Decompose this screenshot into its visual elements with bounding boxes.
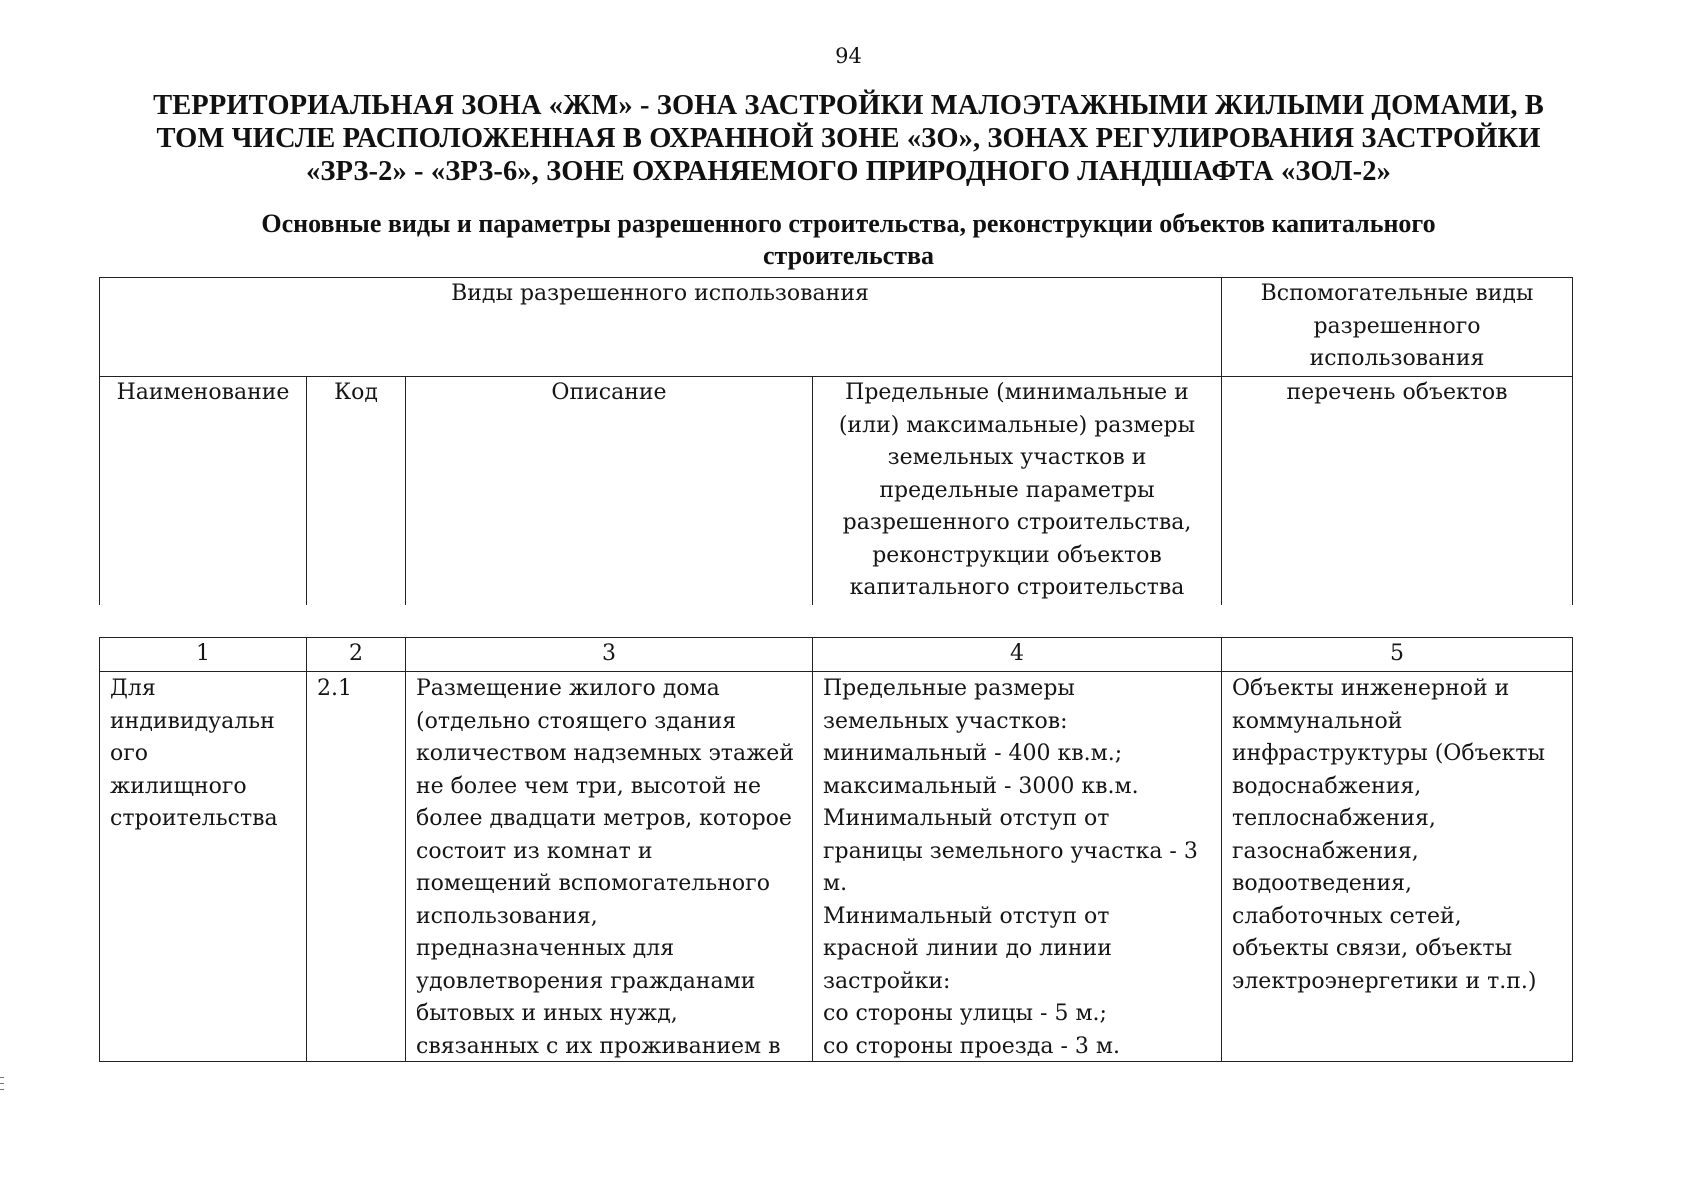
header-col-description: Описание	[551, 380, 667, 405]
header-col-limits-line: реконструкции объектов	[872, 542, 1162, 568]
header-col-limits-line: (или) максимальные) размеры	[838, 412, 1196, 438]
column-number: 2	[349, 641, 363, 666]
row-limits-line: земельных участков:	[823, 708, 1068, 734]
row-aux-objects-line: водоснабжения,	[1232, 773, 1422, 799]
header-right-border	[1572, 277, 1573, 605]
row-description-line: связанных с их проживанием в	[416, 1033, 781, 1059]
body-col-divider	[812, 637, 813, 1062]
row-description-line: не более чем три, высотой не	[416, 773, 761, 799]
row-description-line: Размещение жилого дома	[416, 676, 720, 701]
body-col-divider	[306, 637, 307, 1062]
header-col-name: Наименование	[116, 380, 290, 405]
row-limits-line: м.	[823, 871, 848, 896]
header-col-divider	[306, 376, 307, 605]
body-right-border	[1572, 637, 1573, 1062]
row-description-line: количеством надземных этажей	[416, 741, 794, 766]
section-title-line: Основные виды и параметры разрешенного строительства, реконструкции объектов капитального	[261, 209, 1436, 238]
row-description-line: удовлетворения гражданами	[416, 968, 756, 994]
row-limits-line: Предельные размеры	[823, 676, 1075, 701]
row-name-cell	[110, 673, 304, 836]
header-col-limits-line: капитального строительства	[849, 575, 1185, 600]
row-description-line: более двадцати метров, которое	[416, 806, 792, 831]
header-col-limits-line: разрешенного строительства,	[842, 510, 1192, 535]
row-aux-objects-line: слаботочных сетей,	[1232, 903, 1462, 929]
scan-edge-mark	[0, 1089, 4, 1090]
scan-edge-mark	[0, 1077, 4, 1078]
row-name-line: ого	[110, 741, 149, 766]
zone-title-line: ТЕРРИТОРИАЛЬНАЯ ЗОНА «ЖМ» - ЗОНА ЗАСТРОЙКИ МАЛОЭТАЖНЫМИ ЖИЛЫМИ ДОМАМИ, В	[153, 90, 1544, 121]
header-group-aux-line: использования	[1309, 346, 1485, 371]
row-limits-line: со стороны проезда - 3 м.	[823, 1033, 1120, 1059]
header-col-code: Код	[334, 380, 378, 405]
row-limits-line: Минимальный отступ от	[823, 903, 1110, 929]
row-aux-objects-line: газоснабжения,	[1232, 838, 1419, 864]
row-limits-line: максимальный - 3000 кв.м.	[823, 773, 1139, 799]
header-col-divider	[405, 376, 406, 605]
body-number-divider	[99, 671, 1573, 672]
row-limits-line: со стороны улицы - 5 м.;	[823, 1001, 1107, 1026]
header-col-limits-line: земельных участков и	[887, 445, 1147, 470]
zone-title	[150, 89, 1547, 188]
row-aux-objects-line: водоотведения,	[1232, 871, 1413, 896]
column-number: 4	[1010, 641, 1024, 666]
zone-title-line: «ЗРЗ-2» - «ЗРЗ-6», ЗОНЕ ОХРАНЯЕМОГО ПРИРОДНОГО ЛАНДШАФТА «ЗОЛ-2»	[306, 156, 1391, 187]
row-limits-line: Минимальный отступ от	[823, 806, 1110, 831]
row-aux-objects-line: Объекты инженерной и	[1232, 676, 1510, 701]
column-number: 3	[602, 641, 616, 666]
row-description-line: использования,	[416, 903, 598, 929]
scan-edge-mark	[0, 1083, 4, 1084]
header-col-aux-list: перечень объектов	[1286, 380, 1508, 405]
row-limits-line: минимальный - 400 кв.м.;	[823, 741, 1123, 766]
row-code-cell: 2.1	[317, 676, 352, 701]
page-number: 94	[835, 44, 862, 68]
row-description-line: бытовых и иных нужд,	[416, 1001, 678, 1026]
row-description-line: состоит из комнат и	[416, 838, 653, 864]
row-aux-objects-line: теплоснабжения,	[1232, 806, 1436, 831]
header-col-limits-line: предельные параметры	[879, 477, 1155, 503]
row-limits-line: красной линии до линии	[823, 936, 1112, 961]
row-aux-objects-line: электроэнергетики и т.п.)	[1232, 968, 1537, 994]
body-left-border	[99, 637, 100, 1062]
row-description-line: помещений вспомогательного	[416, 871, 770, 896]
row-limits-cell	[823, 673, 1219, 1063]
column-number: 1	[196, 641, 210, 666]
header-group-aux-line: разрешенного	[1313, 313, 1481, 339]
zone-title-line: ТОМ ЧИСЛЕ РАСПОЛОЖЕННАЯ В ОХРАННОЙ ЗОНЕ «ЗО», ЗОНАХ РЕГУЛИРОВАНИЯ ЗАСТРОЙКИ	[156, 123, 1541, 154]
section-title	[150, 208, 1547, 272]
row-name-line: индивидуальн	[110, 708, 275, 734]
column-number: 5	[1390, 641, 1404, 666]
section-title-line: строительства	[762, 241, 935, 270]
row-aux-objects-cell	[1232, 673, 1570, 998]
row-limits-line: застройки:	[823, 968, 951, 994]
row-aux-objects-line: объекты связи, объекты	[1232, 936, 1513, 961]
row-name-line: Для	[110, 676, 156, 701]
row-description-line: предназначенных для	[416, 936, 675, 961]
row-aux-objects-line: коммунальной	[1232, 708, 1403, 734]
header-col-limits	[813, 377, 1221, 605]
header-group-aux	[1222, 278, 1572, 376]
body-col-divider	[405, 637, 406, 1062]
row-description-cell	[416, 673, 810, 1063]
header-left-border	[99, 277, 100, 605]
row-limits-line: границы земельного участка - 3	[823, 838, 1198, 864]
header-col-limits-line: Предельные (минимальные и	[845, 380, 1189, 405]
row-name-line: жилищного	[110, 773, 247, 799]
row-description-line: (отдельно стоящего здания	[416, 708, 737, 734]
body-col-divider	[1221, 637, 1222, 1062]
header-group-main: Виды разрешенного использования	[451, 281, 869, 306]
row-aux-objects-line: инфраструктуры (Объекты	[1232, 741, 1546, 766]
row-name-line: строительства	[110, 806, 278, 831]
header-group-aux-line: Вспомогательные виды	[1260, 281, 1534, 306]
